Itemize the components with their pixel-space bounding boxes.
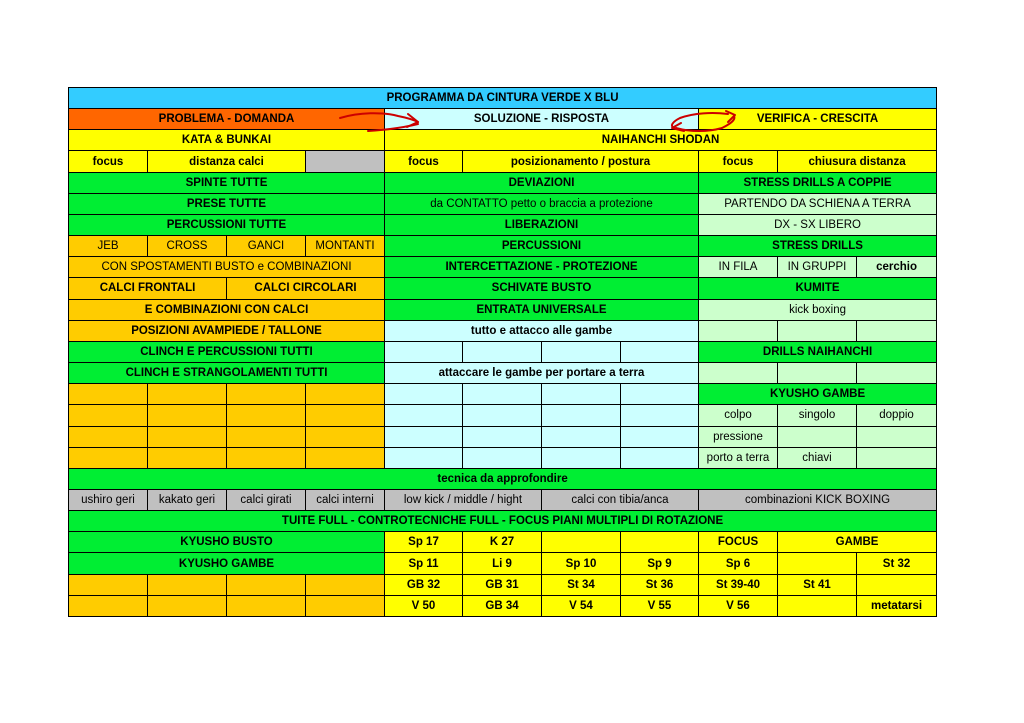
cell-empty: [542, 532, 621, 553]
cell-point: V 54: [542, 595, 621, 616]
cell-percussioni-tutte: PERCUSSIONI TUTTE: [69, 214, 385, 235]
cell-empty: [306, 595, 385, 616]
cell-spinte: SPINTE TUTTE: [69, 172, 385, 193]
cell-deviazioni: DEVIAZIONI: [385, 172, 699, 193]
cell-tuite-full: TUITE FULL - CONTROTECNICHE FULL - FOCUS PIANI MULTIPLI DI ROTAZIONE: [69, 511, 937, 532]
cell-empty: [227, 405, 306, 426]
cell-empty: [463, 341, 542, 362]
cell-empty: [778, 595, 857, 616]
cell-empty: [306, 151, 385, 172]
cell-combinazioni-calci: E COMBINAZIONI CON CALCI: [69, 299, 385, 320]
cell-empty: [69, 447, 148, 468]
cell-low-kick: low kick / middle / hight: [385, 489, 542, 510]
cell-empty: [621, 384, 699, 405]
cell-calci-circolari: CALCI CIRCOLARI: [227, 278, 385, 299]
cell-point: St 39-40: [699, 574, 778, 595]
cell-empty: [542, 426, 621, 447]
cell-empty: [463, 384, 542, 405]
cell-point: St 32: [857, 553, 937, 574]
cell-empty: [227, 447, 306, 468]
cell-empty: [385, 384, 463, 405]
cell-empty: [385, 341, 463, 362]
cell-naihanchi-shodan: NAIHANCHI SHODAN: [385, 130, 937, 151]
cell-liberazioni: LIBERAZIONI: [385, 214, 699, 235]
cell-chiavi: chiavi: [778, 447, 857, 468]
cell-distanza-calci: distanza calci: [148, 151, 306, 172]
cell-empty: [778, 553, 857, 574]
cell-empty: [778, 363, 857, 384]
cell-empty: [148, 574, 227, 595]
header-soluzione: SOLUZIONE - RISPOSTA: [385, 109, 699, 130]
cell-cerchio: cerchio: [857, 257, 937, 278]
cell-empty: [227, 384, 306, 405]
cell-point: Sp 10: [542, 553, 621, 574]
cell-empty: [306, 574, 385, 595]
cell-empty: [621, 405, 699, 426]
cell-empty: [857, 320, 937, 341]
cell-empty: [148, 426, 227, 447]
cell-empty: [542, 447, 621, 468]
cell-empty: [463, 405, 542, 426]
cell-empty: [69, 595, 148, 616]
cell-point: Sp 9: [621, 553, 699, 574]
cell-focus: focus: [385, 151, 463, 172]
cell-empty: [542, 341, 621, 362]
cell-kyusho-gambe: KYUSHO GAMBE: [699, 384, 937, 405]
program-sheet: [68, 87, 936, 617]
cell-point: GB 31: [463, 574, 542, 595]
cell-montanti: MONTANTI: [306, 236, 385, 257]
cell-ganci: GANCI: [227, 236, 306, 257]
header-problema: PROBLEMA - DOMANDA: [69, 109, 385, 130]
cell-point: K 27: [463, 532, 542, 553]
cell-empty: [306, 384, 385, 405]
cell-empty: [148, 447, 227, 468]
cell-point: Sp 17: [385, 532, 463, 553]
sheet-title: PROGRAMMA DA CINTURA VERDE X BLU: [69, 88, 937, 109]
cell-doppio: doppio: [857, 405, 937, 426]
cell-kumite: KUMITE: [699, 278, 937, 299]
cell-empty: [69, 384, 148, 405]
cell-empty: [542, 384, 621, 405]
cell-cross: CROSS: [148, 236, 227, 257]
cell-in-gruppi: IN GRUPPI: [778, 257, 857, 278]
cell-empty: [306, 447, 385, 468]
cell-point: Sp 11: [385, 553, 463, 574]
cell-empty: [306, 405, 385, 426]
cell-point: GB 34: [463, 595, 542, 616]
cell-jeb: JEB: [69, 236, 148, 257]
cell-empty: [148, 595, 227, 616]
cell-schivate-busto: SCHIVATE BUSTO: [385, 278, 699, 299]
cell-tecnica-approfondire: tecnica da approfondire: [69, 468, 937, 489]
cell-empty: [857, 447, 937, 468]
cell-empty: [385, 405, 463, 426]
program-table: [68, 87, 937, 617]
cell-point: V 55: [621, 595, 699, 616]
cell-attacco-gambe: tutto e attacco alle gambe: [385, 320, 699, 341]
cell-point: Sp 6: [699, 553, 778, 574]
cell-point: Li 9: [463, 553, 542, 574]
cell-ushiro-geri: ushiro geri: [69, 489, 148, 510]
cell-focus-label: FOCUS: [699, 532, 778, 553]
cell-schiena-terra: PARTENDO DA SCHIENA A TERRA: [699, 193, 937, 214]
cell-kick-boxing: kick boxing: [699, 299, 937, 320]
cell-empty: [69, 405, 148, 426]
cell-colpo: colpo: [699, 405, 778, 426]
cell-point: St 41: [778, 574, 857, 595]
cell-empty: [621, 341, 699, 362]
cell-gambe-label: GAMBE: [778, 532, 937, 553]
cell-empty: [621, 426, 699, 447]
cell-entrata-universale: ENTRATA UNIVERSALE: [385, 299, 699, 320]
cell-empty: [857, 574, 937, 595]
cell-empty: [857, 426, 937, 447]
cell-calci-tibia: calci con tibia/anca: [542, 489, 699, 510]
cell-empty: [385, 447, 463, 468]
cell-posizioni-avampiede: POSIZIONI AVAMPIEDE / TALLONE: [69, 320, 385, 341]
cell-empty: [699, 320, 778, 341]
cell-stress-drills-coppie: STRESS DRILLS A COPPIE: [699, 172, 937, 193]
cell-empty: [778, 320, 857, 341]
cell-spostamenti-busto: CON SPOSTAMENTI BUSTO e COMBINAZIONI: [69, 257, 385, 278]
cell-stress-drills: STRESS DRILLS: [699, 236, 937, 257]
cell-kyusho-gambe-bottom: KYUSHO GAMBE: [69, 553, 385, 574]
cell-empty: [463, 447, 542, 468]
cell-calci-interni: calci interni: [306, 489, 385, 510]
cell-empty: [621, 447, 699, 468]
cell-attaccare-gambe: attaccare le gambe per portare a terra: [385, 363, 699, 384]
cell-empty: [69, 426, 148, 447]
cell-empty: [306, 426, 385, 447]
cell-posizionamento: posizionamento / postura: [463, 151, 699, 172]
cell-dx-sx-libero: DX - SX LIBERO: [699, 214, 937, 235]
cell-singolo: singolo: [778, 405, 857, 426]
cell-kakato-geri: kakato geri: [148, 489, 227, 510]
cell-focus: focus: [699, 151, 778, 172]
cell-empty: [385, 426, 463, 447]
cell-in-fila: IN FILA: [699, 257, 778, 278]
cell-calci-girati: calci girati: [227, 489, 306, 510]
cell-empty: [69, 574, 148, 595]
cell-point: GB 32: [385, 574, 463, 595]
cell-drills-naihanchi: DRILLS NAIHANCHI: [699, 341, 937, 362]
cell-focus: focus: [69, 151, 148, 172]
cell-percussioni: PERCUSSIONI: [385, 236, 699, 257]
header-verifica: VERIFICA - CRESCITA: [699, 109, 937, 130]
cell-porto-a-terra: porto a terra: [699, 447, 778, 468]
cell-intercettazione: INTERCETTAZIONE - PROTEZIONE: [385, 257, 699, 278]
cell-empty: [227, 595, 306, 616]
cell-combinazioni-kick-boxing: combinazioni KICK BOXING: [699, 489, 937, 510]
cell-empty: [778, 426, 857, 447]
cell-clinch-percussioni: CLINCH E PERCUSSIONI TUTTI: [69, 341, 385, 362]
cell-empty: [227, 574, 306, 595]
cell-empty: [227, 426, 306, 447]
cell-empty: [542, 405, 621, 426]
cell-empty: [148, 405, 227, 426]
cell-kata-bunkai: KATA & BUNKAI: [69, 130, 385, 151]
cell-point: St 36: [621, 574, 699, 595]
cell-prese: PRESE TUTTE: [69, 193, 385, 214]
cell-empty: [699, 363, 778, 384]
cell-empty: [463, 426, 542, 447]
cell-da-contatto: da CONTATTO petto o braccia a protezione: [385, 193, 699, 214]
cell-calci-frontali: CALCI FRONTALI: [69, 278, 227, 299]
cell-point: St 34: [542, 574, 621, 595]
cell-chiusura-distanza: chiusura distanza: [778, 151, 937, 172]
cell-empty: [621, 532, 699, 553]
cell-pressione: pressione: [699, 426, 778, 447]
cell-point: metatarsi: [857, 595, 937, 616]
cell-point: V 56: [699, 595, 778, 616]
cell-empty: [148, 384, 227, 405]
cell-clinch-strangolamenti: CLINCH E STRANGOLAMENTI TUTTI: [69, 363, 385, 384]
cell-kyusho-busto: KYUSHO BUSTO: [69, 532, 385, 553]
cell-empty: [857, 363, 937, 384]
cell-point: V 50: [385, 595, 463, 616]
